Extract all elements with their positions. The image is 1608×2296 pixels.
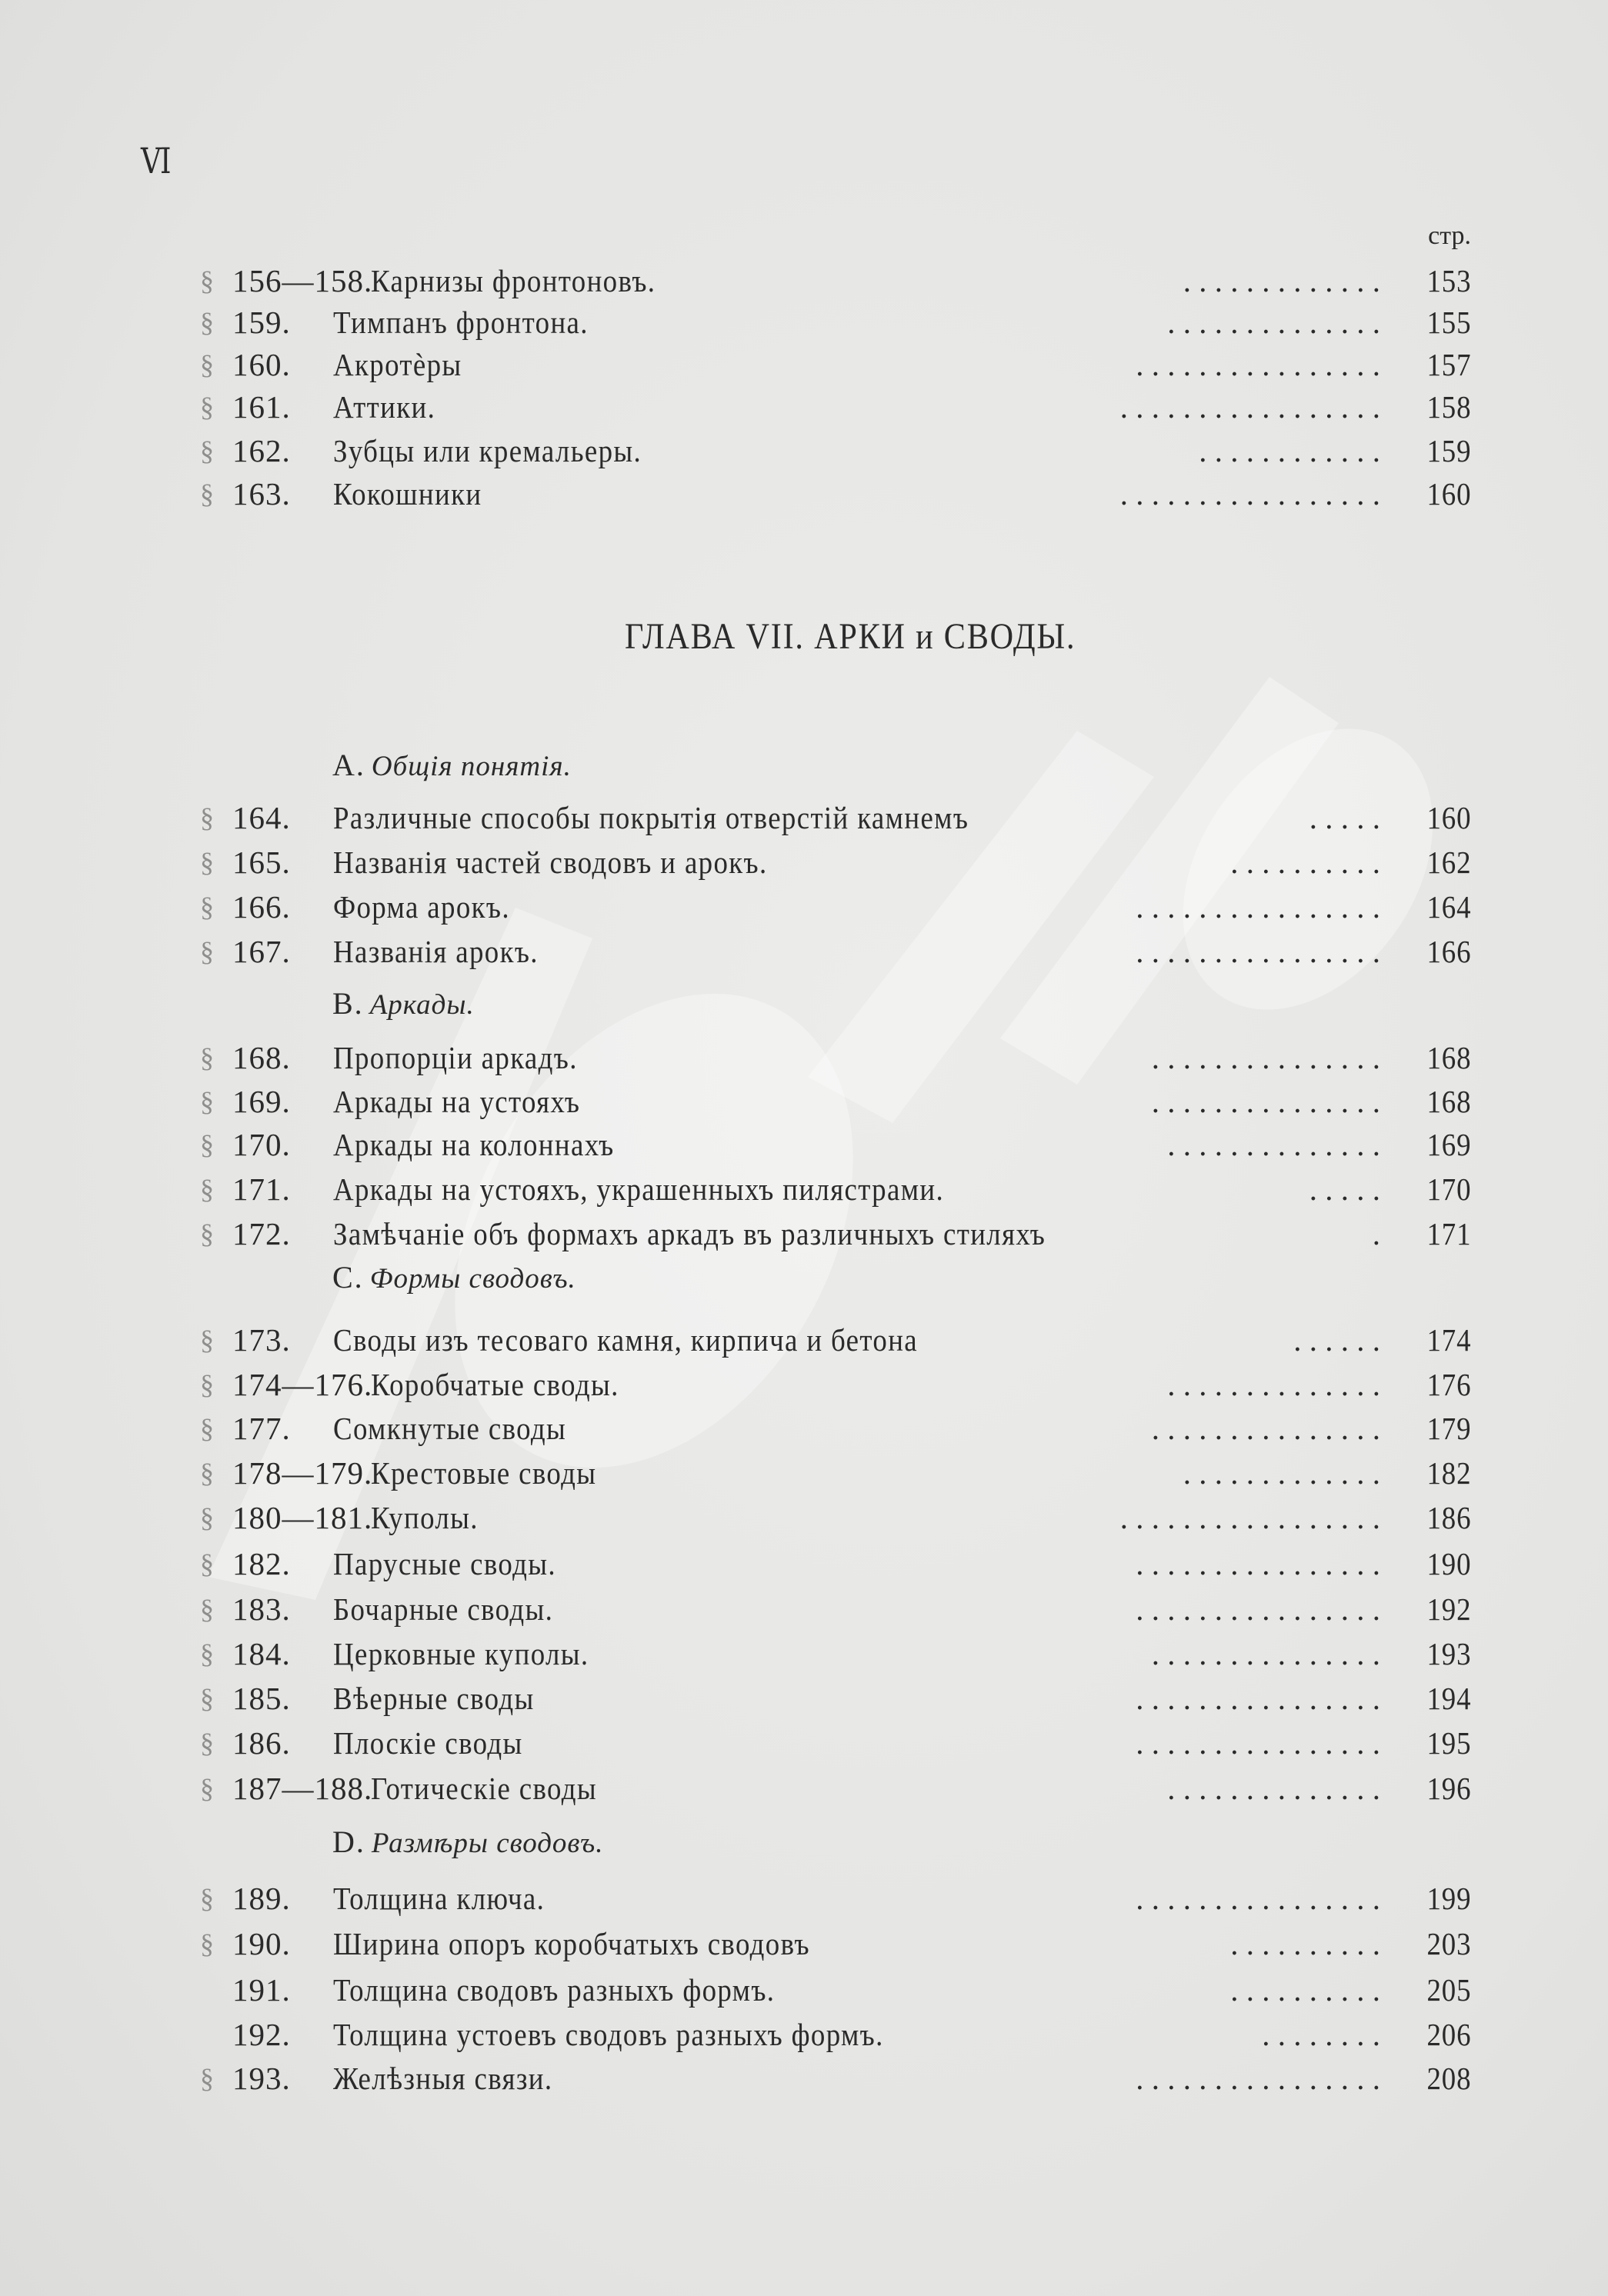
entry-title: Аркады на устояхъ, украшенныхъ пилястрами. — [333, 1171, 945, 1207]
section-sign-icon: § — [200, 2063, 214, 2094]
section-subheading — [332, 985, 475, 1025]
entry-page-number: 195 — [1426, 1725, 1471, 1761]
section-sign-icon: § — [200, 891, 214, 922]
entry-title: Толщина устоевъ сводовъ разныхъ формъ. — [333, 2017, 884, 2052]
entry-title: Плоскіе своды — [333, 1725, 523, 1761]
entry-number: 169. — [232, 1084, 291, 1119]
entry-title: Карнизы фронтоновъ. — [371, 263, 656, 298]
leader-dots: . . . . . . . . . . . . . . . . — [1136, 934, 1380, 969]
toc-entry[interactable] — [200, 843, 1471, 881]
entry-title: Толщина ключа. — [333, 1881, 545, 1916]
leader-dots: . . . . . . . . . . . . . . . . — [1136, 2061, 1380, 2096]
entry-number: 167. — [232, 934, 291, 969]
entry-page-number: 194 — [1426, 1681, 1471, 1716]
entry-number: 190. — [232, 1926, 291, 1961]
entry-number: 191. — [232, 1972, 291, 2008]
entry-title: Форма арокъ. — [333, 889, 510, 925]
toc-entry[interactable] — [200, 262, 1471, 300]
leader-dots: . . . . . . . . . . . . . . — [1167, 305, 1380, 340]
toc-entry[interactable] — [200, 1409, 1471, 1448]
entry-page-number: 199 — [1426, 1881, 1471, 1916]
toc-entry[interactable] — [200, 1635, 1471, 1673]
leader-dots: . . . . . . . . . . . . — [1199, 433, 1380, 468]
section-subheading — [332, 1258, 576, 1298]
leader-dots: . . . . . . . . . . . . . . . . — [1136, 1591, 1380, 1627]
toc-entry[interactable] — [200, 1125, 1471, 1164]
entry-page-number: 168 — [1426, 1084, 1471, 1119]
entry-title: Крестовые своды — [371, 1455, 597, 1491]
section-letter: D. — [332, 1824, 365, 1859]
entry-number: 171. — [232, 1171, 291, 1207]
entry-number: 182. — [232, 1546, 291, 1581]
leader-dots: . . . . . . . . . . — [1230, 1972, 1380, 2008]
toc-entry[interactable] — [200, 1215, 1471, 1253]
entry-number: 160. — [232, 347, 291, 382]
section-sign-icon: § — [200, 265, 214, 296]
leader-dots: . . . . . . . . . . . . . . — [1167, 1771, 1380, 1806]
leader-dots: . . . . . . . . . . . . . . . . — [1136, 1881, 1380, 1916]
leader-dots: . . . . . . . . . . . . . . . — [1151, 1084, 1380, 1119]
leader-dots: . . . . . . . . . . . . . . . . — [1136, 1546, 1380, 1581]
entry-title: Ширина опоръ коробчатыхъ сводовъ — [333, 1926, 810, 1961]
entry-number: 183. — [232, 1591, 291, 1627]
entry-title: Готическіе своды — [371, 1771, 598, 1806]
section-sign-icon: § — [200, 1683, 214, 1714]
entry-page-number: 160 — [1426, 476, 1471, 512]
page-folio: VI — [141, 140, 170, 182]
section-sign-icon: § — [200, 1325, 214, 1355]
leader-dots: . . . . . . . . . . . . . . . — [1151, 1040, 1380, 1075]
entry-number: 186. — [232, 1725, 291, 1761]
entry-title: Акротѐры — [333, 347, 462, 382]
entry-number: 168. — [232, 1040, 291, 1075]
section-sign-icon: § — [200, 478, 214, 509]
entry-title: Коробчатые своды. — [371, 1367, 619, 1402]
leader-dots: . . . . . — [1309, 1171, 1380, 1207]
toc-entry[interactable] — [200, 1454, 1471, 1492]
section-sign-icon: § — [200, 349, 214, 380]
entry-title: Парусные своды. — [333, 1546, 556, 1581]
section-letter: C. — [332, 1260, 364, 1295]
entry-number: 165. — [232, 845, 291, 880]
entry-number: 177. — [232, 1411, 291, 1446]
entry-title: Сомкнутые своды — [333, 1411, 567, 1446]
entry-page-number: 206 — [1426, 2017, 1471, 2052]
toc-entry[interactable] — [200, 1545, 1471, 1583]
entry-title: Толщина сводовъ разныхъ формъ. — [333, 1972, 776, 2008]
section-sign-icon: § — [200, 1042, 214, 1073]
toc-entry[interactable] — [200, 2059, 1471, 2098]
entry-number: 170. — [232, 1127, 291, 1162]
leader-dots: . . . . . . . . . . . . . . . — [1151, 1636, 1380, 1671]
entry-number: 162. — [232, 433, 291, 468]
section-sign-icon: § — [200, 1174, 214, 1205]
entry-title: Аркады на устояхъ — [333, 1084, 581, 1119]
toc-entry[interactable] — [200, 932, 1471, 971]
leader-dots: . . . . . — [1309, 800, 1380, 835]
section-subheading — [332, 1823, 603, 1863]
entry-page-number: 205 — [1426, 1972, 1471, 2008]
entry-number: 192. — [232, 2017, 291, 2052]
entry-number: 161. — [232, 389, 291, 425]
section-sign-icon: § — [200, 1883, 214, 1914]
entry-number: 189. — [232, 1881, 291, 1916]
entry-page-number: 196 — [1426, 1771, 1471, 1806]
leader-dots: . — [1372, 1216, 1380, 1251]
section-sign-icon: § — [200, 1728, 214, 1758]
toc-entry[interactable] — [200, 1971, 1471, 2009]
entry-title: Аркады на колоннахъ — [333, 1127, 615, 1162]
entry-title: Куполы. — [371, 1500, 479, 1535]
section-sign-icon: § — [200, 1086, 214, 1117]
toc-entry[interactable] — [200, 432, 1471, 470]
leader-dots: . . . . . . . . . . . . . . — [1167, 1127, 1380, 1162]
section-sign-icon: § — [200, 1413, 214, 1444]
section-sign-icon: § — [200, 1369, 214, 1400]
section-name: Размѣры сводовъ. — [371, 1828, 604, 1859]
leader-dots: . . . . . . . . . . . . . . . . — [1136, 1725, 1380, 1761]
entry-title: Своды изъ тесоваго камня, кирпича и бетона — [333, 1322, 919, 1358]
chapter-title: ГЛАВА VII. АРКИ и СВОДЫ. — [624, 616, 1076, 657]
entry-number: 180—181. — [232, 1500, 373, 1535]
leader-dots: . . . . . . . . . . . . . . . . — [1136, 347, 1380, 382]
entry-page-number: 169 — [1426, 1127, 1471, 1162]
entry-title: Различные способы покрытія отверстій камнемъ — [333, 800, 969, 835]
toc-entry[interactable] — [200, 1924, 1471, 1963]
entry-title: Вѣерные своды — [333, 1681, 535, 1716]
leader-dots: . . . . . . . . — [1262, 2017, 1380, 2052]
entry-title: Бочарные своды. — [333, 1591, 554, 1627]
section-sign-icon: § — [200, 936, 214, 967]
section-name: Формы сводовъ. — [369, 1263, 576, 1295]
section-name: Общія понятія. — [371, 751, 572, 782]
entry-page-number: 166 — [1426, 934, 1471, 969]
entry-title: Аттики. — [333, 389, 436, 425]
toc-entry[interactable] — [200, 1679, 1471, 1718]
toc-entry[interactable] — [200, 1082, 1471, 1121]
section-letter: B. — [332, 986, 364, 1021]
page-column-label: стр. — [1428, 222, 1471, 250]
leader-dots: . . . . . . — [1293, 1322, 1380, 1358]
leader-dots: . . . . . . . . . . . . . . . — [1151, 1411, 1380, 1446]
section-sign-icon: § — [200, 847, 214, 878]
entry-title: Названія арокъ. — [333, 934, 539, 969]
leader-dots: . . . . . . . . . . . . . . . . — [1136, 889, 1380, 925]
section-sign-icon: § — [200, 435, 214, 466]
entry-number: 172. — [232, 1216, 291, 1251]
entry-page-number: 164 — [1426, 889, 1471, 925]
toc-entry[interactable] — [200, 1769, 1471, 1808]
section-sign-icon: § — [200, 802, 214, 833]
entry-page-number: 168 — [1426, 1040, 1471, 1075]
entry-number: 184. — [232, 1636, 291, 1671]
toc-entry[interactable] — [200, 475, 1471, 513]
entry-title: Кокошники — [333, 476, 482, 512]
leader-dots: . . . . . . . . . . . . . — [1183, 263, 1380, 298]
entry-number: 178—179. — [232, 1455, 373, 1491]
toc-entry[interactable] — [200, 303, 1471, 342]
section-sign-icon: § — [200, 1458, 214, 1488]
entry-page-number: 179 — [1426, 1411, 1471, 1446]
section-sign-icon: § — [200, 1638, 214, 1669]
entry-page-number: 153 — [1426, 263, 1471, 298]
section-sign-icon: § — [200, 392, 214, 422]
leader-dots: . . . . . . . . . . . . . . . . . — [1119, 476, 1380, 512]
entry-page-number: 158 — [1426, 389, 1471, 425]
section-name: Аркады. — [369, 989, 475, 1021]
section-subheading — [332, 746, 572, 786]
section-letter: A. — [332, 748, 365, 782]
leader-dots: . . . . . . . . . . . . . — [1183, 1455, 1380, 1491]
entry-page-number: 171 — [1426, 1216, 1471, 1251]
toc-entry[interactable] — [200, 345, 1471, 384]
entry-title: Названія частей сводовъ и арокъ. — [333, 845, 768, 880]
toc-entry[interactable] — [200, 1498, 1471, 1537]
toc-entry[interactable] — [200, 2015, 1471, 2054]
section-sign-icon: § — [200, 1773, 214, 1804]
entry-page-number: 160 — [1426, 800, 1471, 835]
entry-page-number: 190 — [1426, 1546, 1471, 1581]
section-sign-icon: § — [200, 1218, 214, 1249]
entry-page-number: 176 — [1426, 1367, 1471, 1402]
section-sign-icon: § — [200, 1548, 214, 1579]
entry-number: 163. — [232, 476, 291, 512]
section-sign-icon: § — [200, 1129, 214, 1160]
entry-number: 156—158. — [232, 263, 373, 298]
entry-page-number: 170 — [1426, 1171, 1471, 1207]
entry-title: Замѣчаніе объ формахъ аркадъ въ различныхъ стиляхъ — [333, 1216, 1046, 1251]
entry-page-number: 192 — [1426, 1591, 1471, 1627]
toc-entry[interactable] — [200, 1170, 1471, 1208]
leader-dots: . . . . . . . . . . . . . . — [1167, 1367, 1380, 1402]
entry-number: 185. — [232, 1681, 291, 1716]
leader-dots: . . . . . . . . . . — [1230, 1926, 1380, 1961]
section-sign-icon: § — [200, 307, 214, 338]
entry-page-number: 193 — [1426, 1636, 1471, 1671]
entry-number: 166. — [232, 889, 291, 925]
entry-page-number: 203 — [1426, 1926, 1471, 1961]
entry-page-number: 155 — [1426, 305, 1471, 340]
section-sign-icon: § — [200, 1502, 214, 1533]
entry-page-number: 174 — [1426, 1322, 1471, 1358]
entry-title: Желѣзныя связи. — [333, 2061, 553, 2096]
entry-page-number: 157 — [1426, 347, 1471, 382]
entry-page-number: 159 — [1426, 433, 1471, 468]
toc-entry[interactable] — [200, 888, 1471, 926]
chapter-heading — [0, 615, 1608, 658]
toc-entry[interactable] — [200, 1038, 1471, 1077]
entry-number: 164. — [232, 800, 291, 835]
leader-dots: . . . . . . . . . . . . . . . . . — [1119, 389, 1380, 425]
leader-dots: . . . . . . . . . . . . . . . . — [1136, 1681, 1380, 1716]
toc-entry[interactable] — [200, 1365, 1471, 1404]
entry-number: 193. — [232, 2061, 291, 2096]
leader-dots: . . . . . . . . . . — [1230, 845, 1380, 880]
entry-page-number: 182 — [1426, 1455, 1471, 1491]
toc-entry[interactable] — [200, 798, 1471, 837]
leader-dots: . . . . . . . . . . . . . . . . . — [1119, 1500, 1380, 1535]
toc-entry[interactable] — [200, 1724, 1471, 1762]
section-sign-icon: § — [200, 1594, 214, 1625]
entry-page-number: 208 — [1426, 2061, 1471, 2096]
toc-entry[interactable] — [200, 1321, 1471, 1359]
toc-entry[interactable] — [200, 1879, 1471, 1918]
entry-number: 174—176. — [232, 1367, 373, 1402]
section-sign-icon: § — [200, 1928, 214, 1959]
entry-page-number: 162 — [1426, 845, 1471, 880]
entry-title: Тимпанъ фронтона. — [333, 305, 589, 340]
entry-number: 173. — [232, 1322, 291, 1358]
toc-entry[interactable] — [200, 388, 1471, 426]
entry-number: 187—188. — [232, 1771, 373, 1806]
toc-entry[interactable] — [200, 1590, 1471, 1628]
entry-title: Церковные куполы. — [333, 1636, 589, 1671]
entry-title: Пропорціи аркадъ. — [333, 1040, 578, 1075]
entry-number: 159. — [232, 305, 291, 340]
entry-title: Зубцы или кремальеры. — [333, 433, 642, 468]
entry-page-number: 186 — [1426, 1500, 1471, 1535]
